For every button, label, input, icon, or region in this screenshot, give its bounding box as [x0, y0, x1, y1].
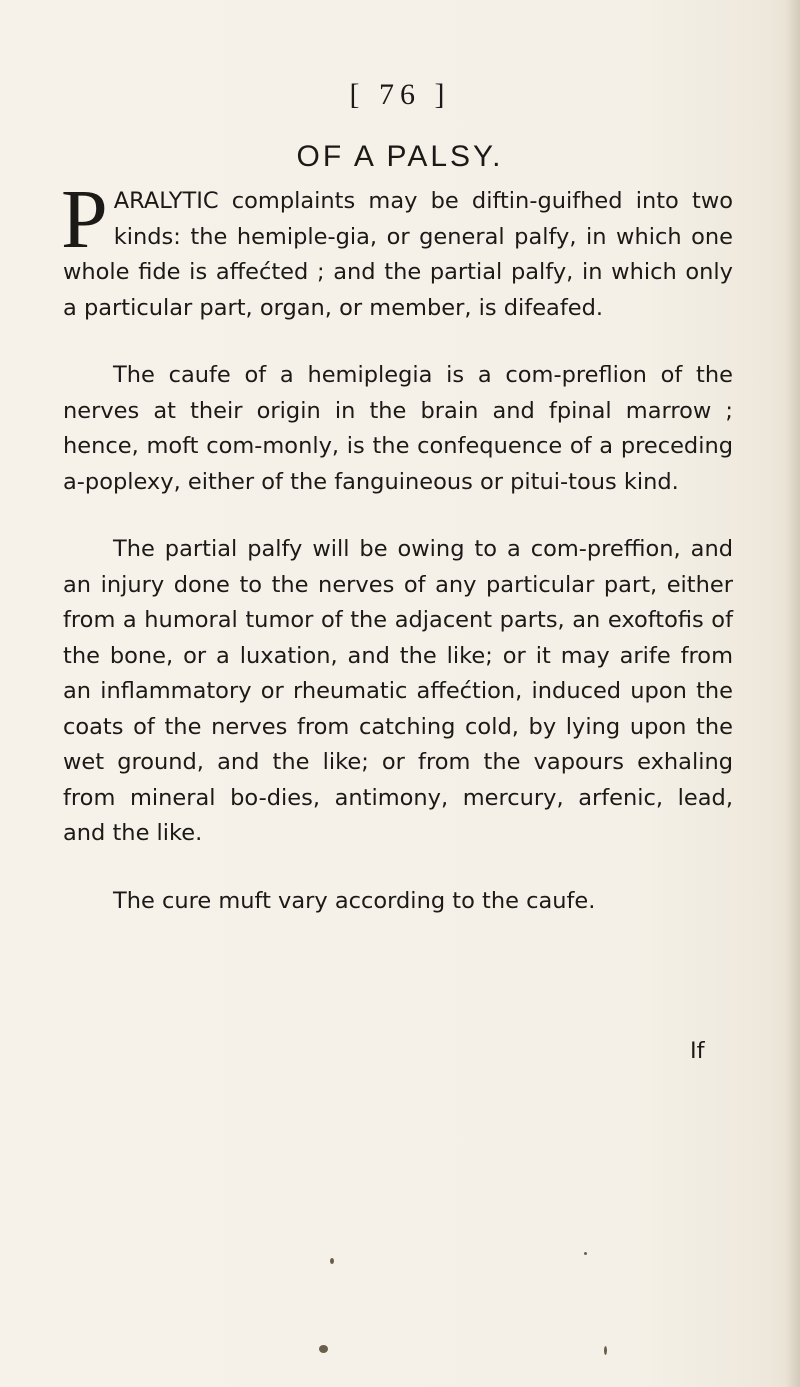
drop-cap: P: [61, 173, 108, 266]
body-text: [61, 173, 733, 951]
paragraph-3: The partial palfy will be owing to a com-preffion, and an injury done to the nerves of any particular part, either from a humoral tumor of the adjacent parts, an exoftofis of the bone, or a luxation, and the like; or it may arife from an inflammatory or rheumatic affećtion, induced upon the coats of the nerves from catching cold, by lying upon the wet ground, and the like; or from the vapours exhaling from mineral bo-dies, antimony, mercury, arfenic, lead, and the like.: [63, 536, 733, 846]
ink-speck: [319, 1345, 328, 1353]
paragraph-2: The caufe of a hemiplegia is a com-preflion of the nerves at their origin in the brain and fpinal marrow ; hence, moft com-monly, is the confequence of a preceding a-poplexy, either of the fanguineous or pitui-tous kind.: [63, 362, 733, 495]
chapter-title: OF A PALSY.: [296, 140, 504, 173]
catchword: If: [690, 1038, 705, 1064]
paragraph-1: [61, 173, 733, 326]
ink-speck: [604, 1346, 607, 1355]
paragraph-4: The cure muft vary according to the caufe.: [113, 887, 596, 914]
page-edge-shadow: [786, 0, 800, 1387]
ink-speck: [330, 1258, 334, 1264]
page-number: [ 76 ]: [349, 78, 451, 111]
paragraph-1-text: ARALYTIC complaints may be diftin-guifhed into two kinds: the hemiple-gia, or general palfy, in which one whole fide is affećted ; and the partial palfy, in which only a particular part, organ, or member, is difeafed.: [63, 188, 733, 321]
ink-speck: [584, 1252, 587, 1255]
